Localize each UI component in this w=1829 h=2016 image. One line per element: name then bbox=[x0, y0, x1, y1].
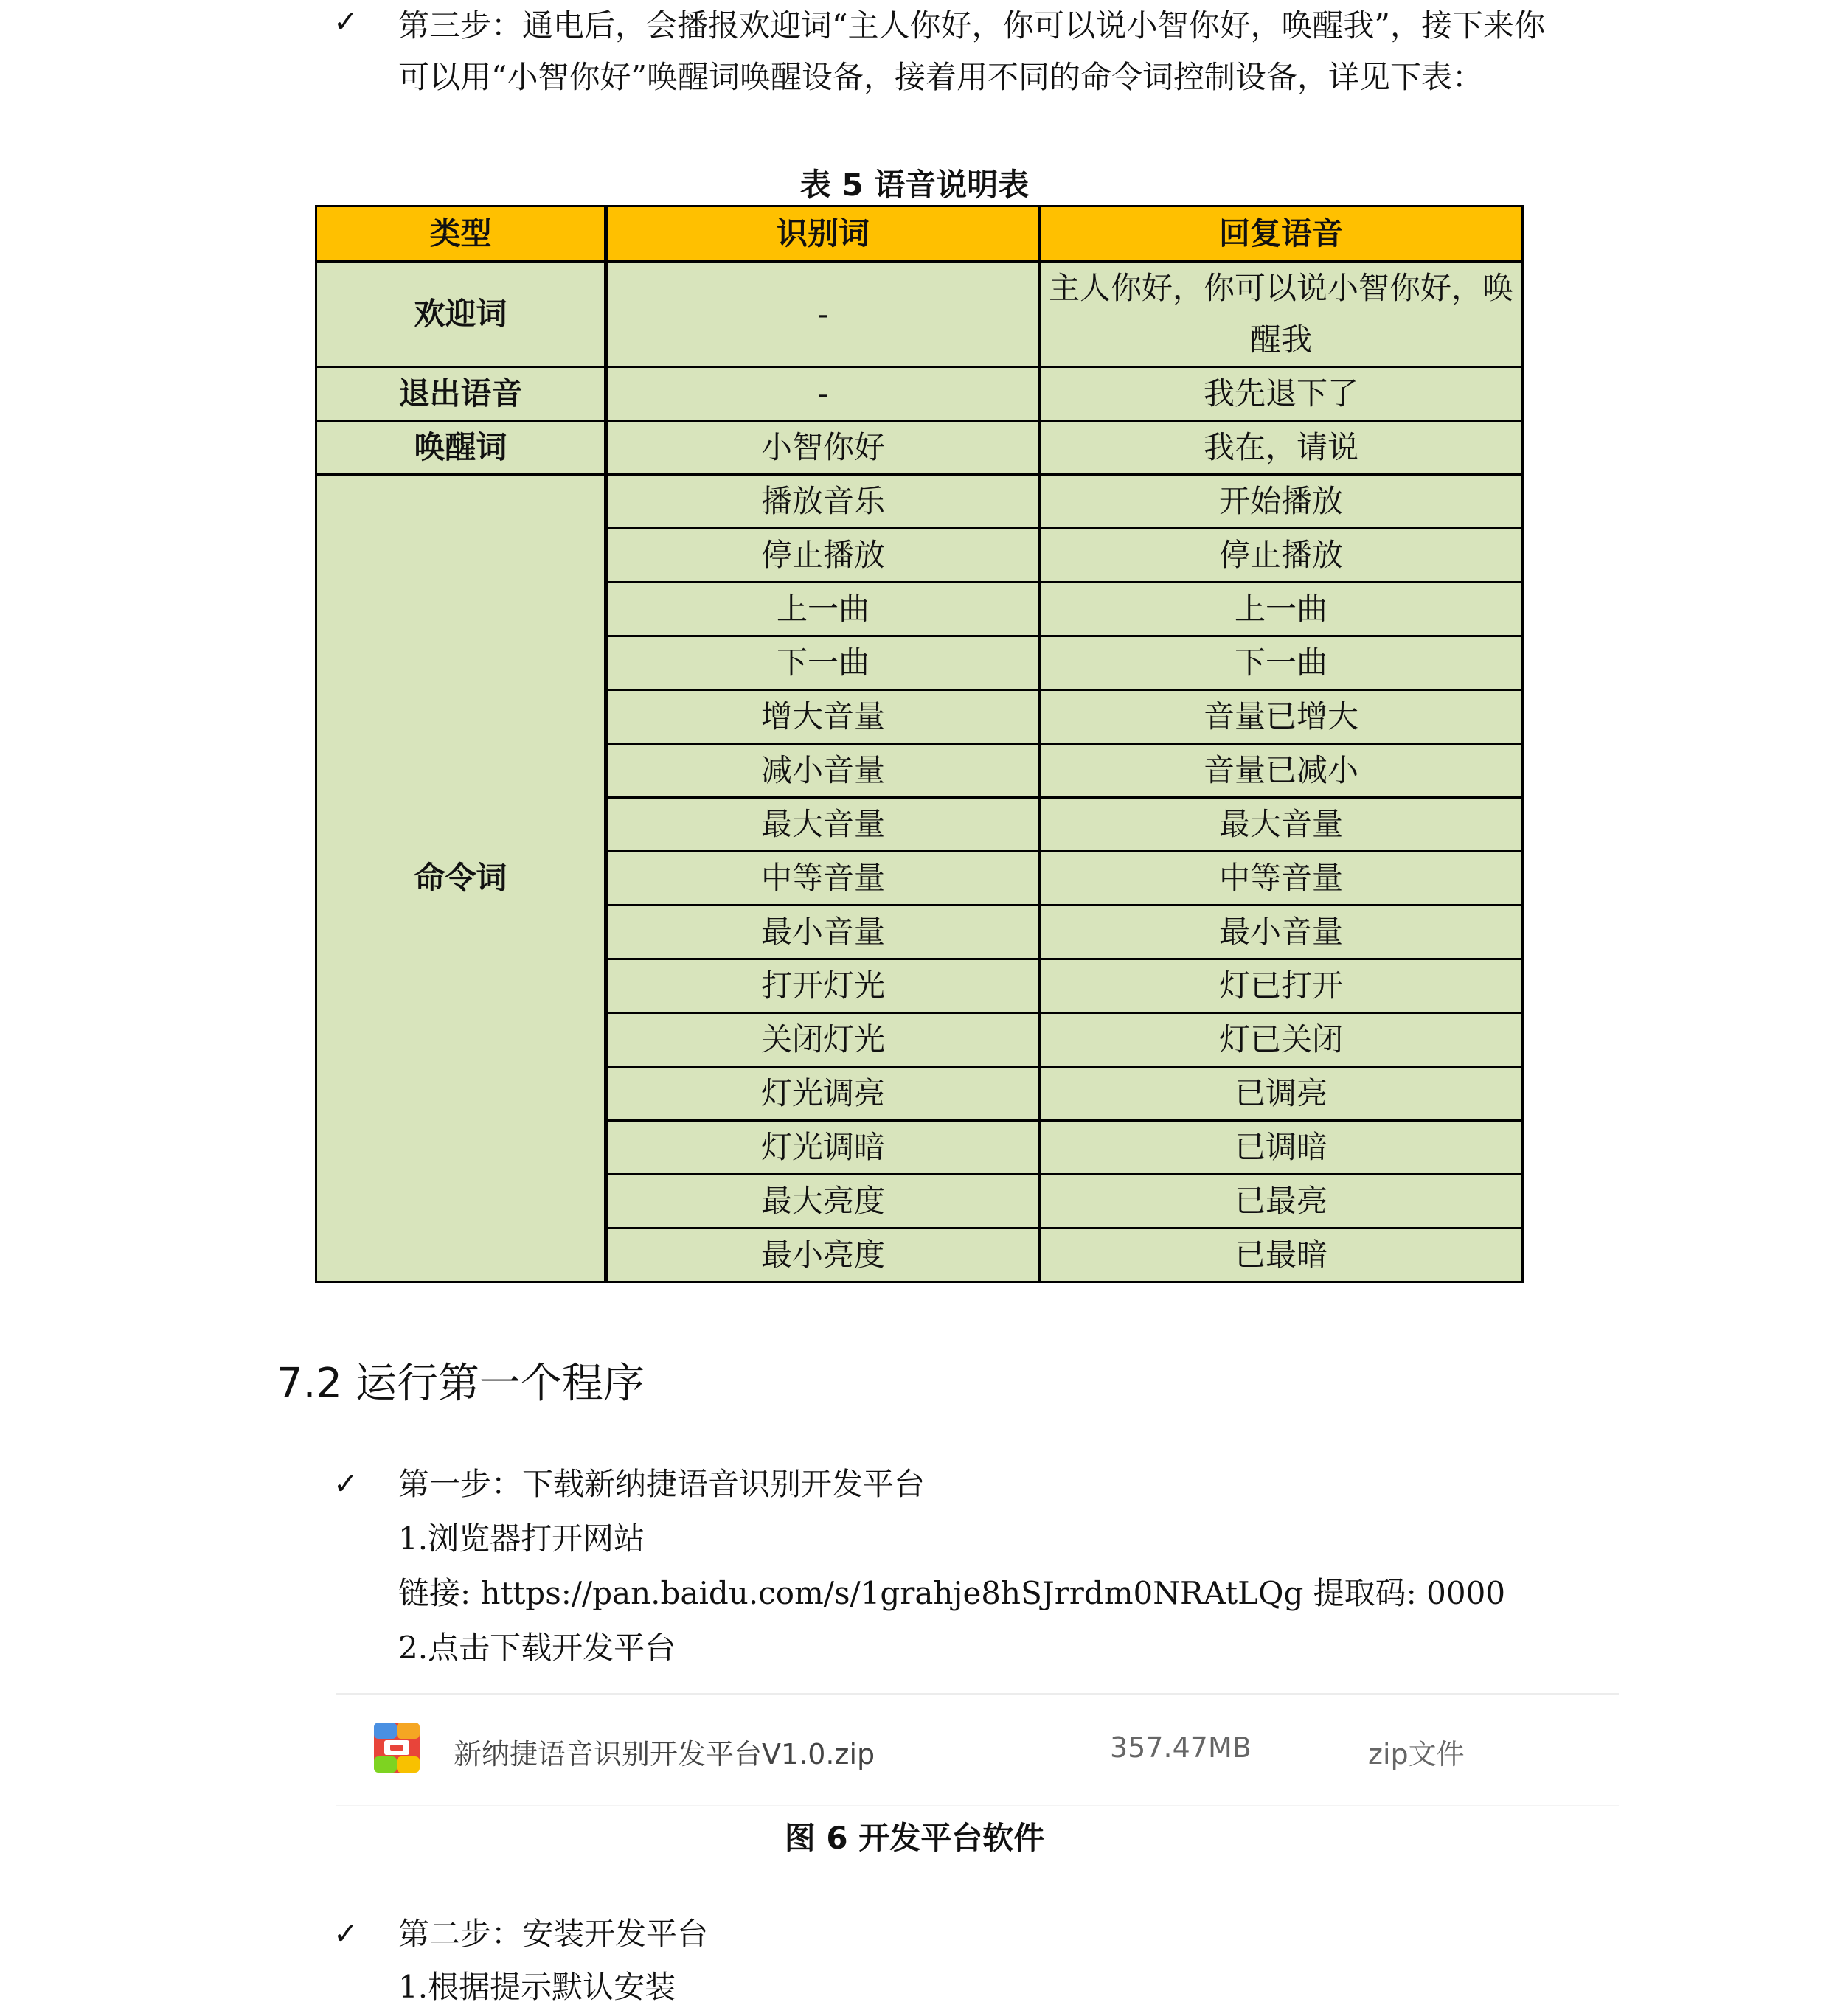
reply-cell: 中等音量 bbox=[1040, 852, 1523, 906]
step2-title: 第二步：安装开发平台 bbox=[398, 1916, 709, 1952]
check-mark-icon: ✓ bbox=[333, 1467, 358, 1501]
header-word: 识别词 bbox=[606, 206, 1040, 262]
word-cell: 最大音量 bbox=[606, 798, 1040, 852]
step3-paragraph: 第三步：通电后，会播报欢迎词“主人你好，你可以说小智你好，唤醒我”，接下来你可以用“小智你好”唤醒词唤醒设备，接着用不同的命令词控制设备，详见下表： bbox=[398, 7, 1545, 95]
reply-cell: 灯已打开 bbox=[1040, 959, 1523, 1013]
file-download-row[interactable] bbox=[336, 1693, 1619, 1806]
file-size: 357.47MB bbox=[1110, 1731, 1252, 1764]
header-reply: 回复语音 bbox=[1040, 206, 1523, 262]
word-cell: 最大亮度 bbox=[606, 1175, 1040, 1228]
check-mark-icon: ✓ bbox=[333, 1917, 358, 1951]
type-cell-command: 命令词 bbox=[316, 475, 606, 1282]
download-link-line[interactable]: 链接: https://pan.baidu.com/s/1grahje8hSJrrdm0NRAtLQg 提取码: 0000 bbox=[398, 1575, 1506, 1611]
word-cell: 上一曲 bbox=[606, 583, 1040, 636]
word-cell: 打开灯光 bbox=[606, 959, 1040, 1013]
reply-cell: 上一曲 bbox=[1040, 583, 1523, 636]
figure-caption: 图 6 开发平台软件 bbox=[784, 1820, 1045, 1856]
step1-line2: 2.点击下载开发平台 bbox=[398, 1630, 676, 1666]
zip-archive-icon bbox=[374, 1723, 420, 1773]
reply-cell: 音量已减小 bbox=[1040, 744, 1523, 798]
word-cell: 减小音量 bbox=[606, 744, 1040, 798]
reply-cell: 已调暗 bbox=[1040, 1121, 1523, 1175]
header-type: 类型 bbox=[316, 206, 606, 262]
table-caption: 表 5 语音说明表 bbox=[799, 167, 1030, 203]
reply-cell: 已调亮 bbox=[1040, 1067, 1523, 1121]
table-header-row bbox=[316, 206, 1523, 262]
table-row bbox=[316, 262, 1523, 367]
word-cell: 小智你好 bbox=[606, 421, 1040, 475]
word-cell: - bbox=[606, 262, 1040, 367]
reply-cell: 停止播放 bbox=[1040, 529, 1523, 583]
word-cell: - bbox=[606, 367, 1040, 421]
word-cell: 灯光调亮 bbox=[606, 1067, 1040, 1121]
reply-cell: 主人你好，你可以说小智你好，唤醒我 bbox=[1040, 262, 1523, 367]
word-cell: 最小亮度 bbox=[606, 1228, 1040, 1282]
reply-cell: 我在，请说 bbox=[1040, 421, 1523, 475]
type-cell: 唤醒词 bbox=[316, 421, 606, 475]
file-type: zip文件 bbox=[1368, 1738, 1465, 1770]
reply-cell: 已最亮 bbox=[1040, 1175, 1523, 1228]
reply-cell: 音量已增大 bbox=[1040, 690, 1523, 744]
word-cell: 播放音乐 bbox=[606, 475, 1040, 529]
word-cell: 增大音量 bbox=[606, 690, 1040, 744]
reply-cell: 灯已关闭 bbox=[1040, 1013, 1523, 1067]
type-cell: 欢迎词 bbox=[316, 262, 606, 367]
file-name[interactable]: 新纳捷语音识别开发平台V1.0.zip bbox=[454, 1738, 875, 1770]
step1-title: 第一步：下载新纳捷语音识别开发平台 bbox=[398, 1466, 926, 1502]
word-cell: 灯光调暗 bbox=[606, 1121, 1040, 1175]
check-mark-icon: ✓ bbox=[333, 5, 358, 39]
reply-cell: 已最暗 bbox=[1040, 1228, 1523, 1282]
section-heading: 7.2 运行第一个程序 bbox=[277, 1360, 645, 1408]
word-cell: 停止播放 bbox=[606, 529, 1040, 583]
word-cell: 下一曲 bbox=[606, 636, 1040, 690]
voice-table bbox=[315, 205, 1524, 1283]
word-cell: 最小音量 bbox=[606, 906, 1040, 959]
word-cell: 关闭灯光 bbox=[606, 1013, 1040, 1067]
step2-line1: 1.根据提示默认安装 bbox=[398, 1969, 676, 2005]
reply-cell: 最小音量 bbox=[1040, 906, 1523, 959]
reply-cell: 开始播放 bbox=[1040, 475, 1523, 529]
table-row bbox=[316, 421, 1523, 475]
reply-cell: 下一曲 bbox=[1040, 636, 1523, 690]
word-cell: 中等音量 bbox=[606, 852, 1040, 906]
table-row bbox=[316, 475, 1523, 529]
type-cell: 退出语音 bbox=[316, 367, 606, 421]
step1-line1: 1.浏览器打开网站 bbox=[398, 1520, 645, 1557]
table-row bbox=[316, 367, 1523, 421]
reply-cell: 最大音量 bbox=[1040, 798, 1523, 852]
reply-cell: 我先退下了 bbox=[1040, 367, 1523, 421]
